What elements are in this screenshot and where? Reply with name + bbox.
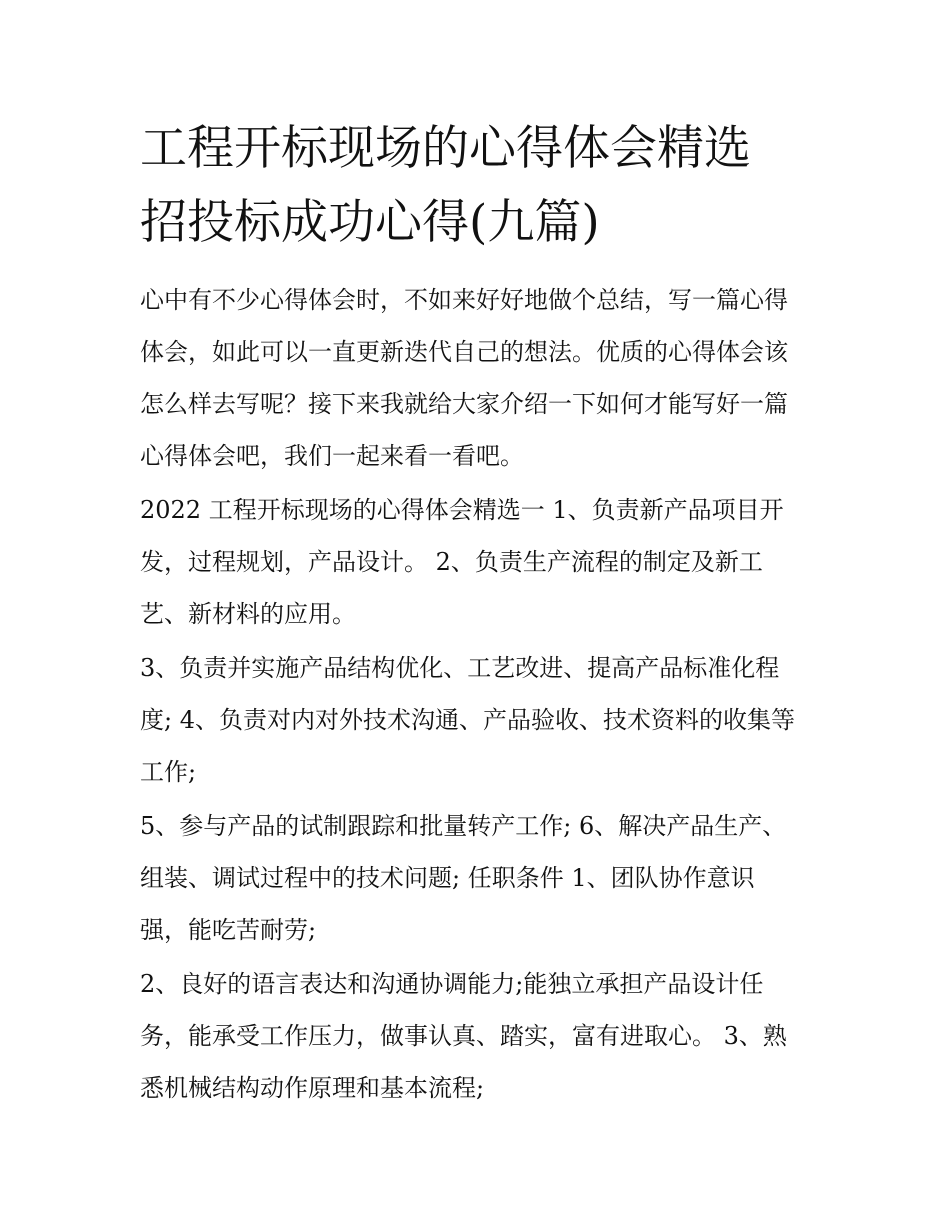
body-paragraph <box>140 642 816 798</box>
body-paragraph <box>140 484 816 640</box>
text-line: 艺、新材料的应用。 <box>140 600 356 628</box>
text-line: 2022 工程开标现场的心得体会精选一 1、负责新产品项目开 <box>140 496 784 524</box>
text-line: 务，能承受工作压力，做事认真、踏实，富有进取心。 3、熟 <box>140 1022 787 1050</box>
text-line: 组装、调试过程中的技术问题; 任职条件 1、团队协作意识 <box>140 864 755 892</box>
text-line: 2、良好的语言表达和沟通协调能力;能独立承担产品设计任 <box>140 970 764 998</box>
title-line: 工程开标现场的心得体会精选 <box>140 121 751 176</box>
document-content <box>140 112 816 1114</box>
text-line: 3、负责并实施产品结构优化、工艺改进、提高产品标准化程 <box>140 654 780 682</box>
intro-paragraph <box>140 274 816 482</box>
text-line: 悉机械结构动作原理和基本流程; <box>140 1074 485 1102</box>
title-line: 招投标成功心得(九篇) <box>140 195 600 250</box>
body-paragraph <box>140 958 816 1114</box>
text-line: 怎么样去写呢？接下来我就给大家介绍一下如何才能写好一篇 <box>140 390 788 418</box>
document-title <box>140 112 816 260</box>
text-line: 度; 4、负责对内对外技术沟通、产品验收、技术资料的收集等 <box>140 706 795 734</box>
text-line: 发，过程规划，产品设计。 2、负责生产流程的制定及新工 <box>140 548 763 576</box>
text-line: 心得体会吧，我们一起来看一看吧。 <box>140 442 524 470</box>
text-line: 强，能吃苦耐劳; <box>140 916 317 944</box>
body-paragraph <box>140 800 816 956</box>
text-line: 5、参与产品的试制跟踪和批量转产工作; 6、解决产品生产、 <box>140 812 787 840</box>
text-line: 体会，如此可以一直更新迭代自己的想法。优质的心得体会该 <box>140 338 788 366</box>
text-line: 心中有不少心得体会时，不如来好好地做个总结，写一篇心得 <box>140 286 788 314</box>
text-line: 工作; <box>140 758 197 786</box>
